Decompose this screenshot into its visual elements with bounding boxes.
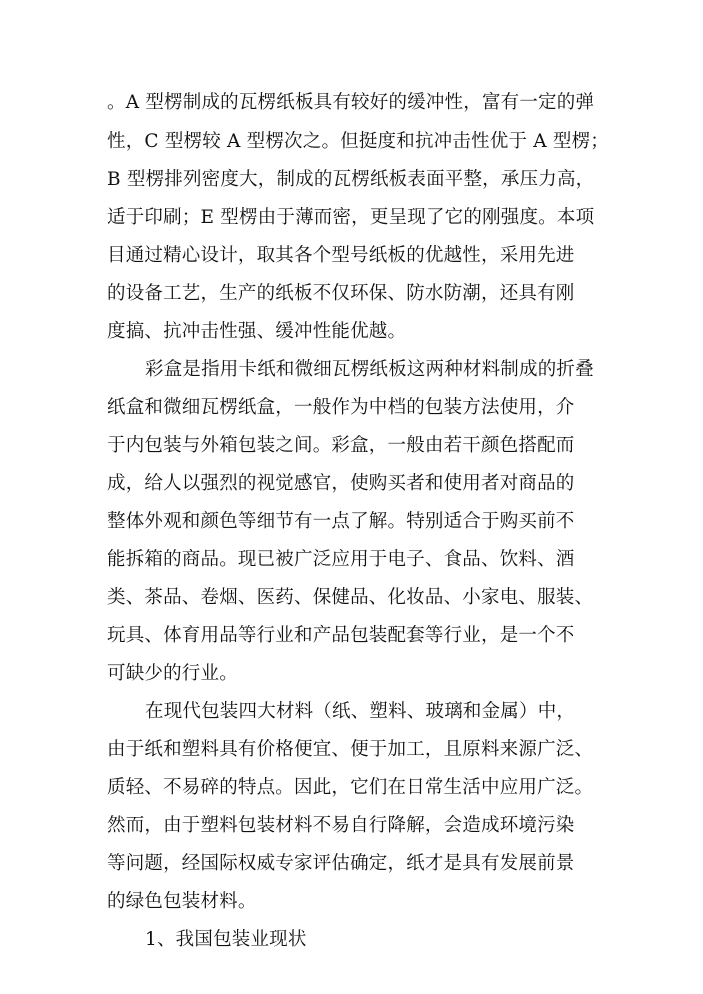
text-line: 纸盒和微细瓦楞纸盒，一般作为中档的包装方法使用，介: [107, 397, 575, 418]
text-line: 等问题，经国际权威专家评估确定，纸才是具有发展前景: [107, 853, 575, 874]
text-line: 整体外观和颜色等细节有一点了解。特别适合于购买前不: [107, 511, 575, 532]
section-heading: 1、我国包装业现状: [145, 929, 307, 950]
text-line: 的设备工艺，生产的纸板不仅环保、防水防潮，还具有刚: [107, 283, 575, 304]
text-line: 能拆箱的商品。现已被广泛应用于电子、食品、饮料、酒: [107, 549, 575, 570]
text-line: 玩具、体育用品等行业和产品包装配套等行业，是一个不: [107, 625, 575, 646]
text-line: 性，C 型楞较 A 型楞次之。但挺度和抗冲击性优于 A 型楞；: [107, 131, 609, 152]
text-line: B 型楞排列密度大，制成的瓦楞纸板表面平整，承压力高，: [107, 169, 595, 190]
text-line: 。A 型楞制成的瓦楞纸板具有较好的缓冲性，富有一定的弹: [107, 92, 595, 113]
text-line: 质轻、不易碎的特点。因此，它们在日常生活中应用广泛。: [107, 777, 594, 798]
text-line: 的绿色包装材料。: [107, 891, 257, 912]
paragraph-start-line: 在现代包装四大材料（纸、塑料、玻璃和金属）中，: [145, 701, 576, 722]
text-line: 类、茶品、卷烟、医药、保健品、化妆品、小家电、服装、: [107, 587, 594, 608]
text-line: 于内包装与外箱包装之间。彩盒，一般由若干颜色搭配而: [107, 435, 575, 456]
text-line: 然而，由于塑料包装材料不易自行降解，会造成环境污染: [107, 815, 575, 836]
text-line: 目通过精心设计，取其各个型号纸板的优越性，采用先进: [107, 245, 575, 266]
paragraph-start-line: 彩盒是指用卡纸和微细瓦楞纸板这两种材料制成的折叠: [145, 359, 594, 380]
text-line: 成，给人以强烈的视觉感官，使购买者和使用者对商品的: [107, 473, 575, 494]
text-line: 可缺少的行业。: [107, 663, 238, 684]
text-line: 度搞、抗冲击性强、缓冲性能优越。: [107, 321, 407, 342]
text-line: 适于印刷；E 型楞由于薄而密，更呈现了它的刚强度。本项: [107, 207, 595, 228]
text-line: 由于纸和塑料具有价格便宜、便于加工，且原料来源广泛、: [107, 739, 594, 760]
